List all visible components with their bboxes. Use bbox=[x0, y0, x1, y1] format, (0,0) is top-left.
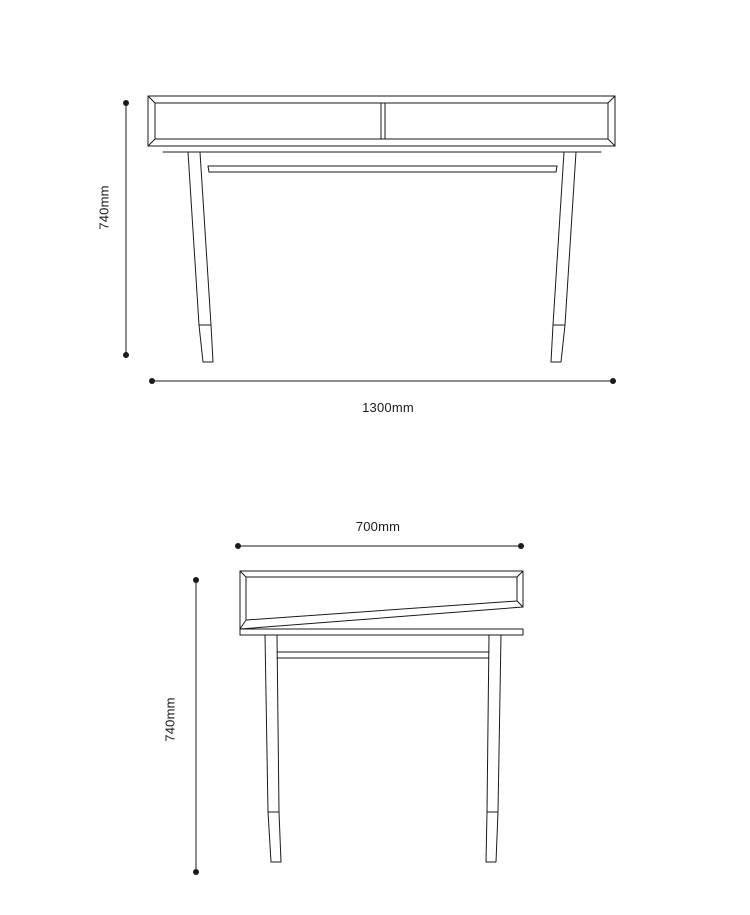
side-elevation-view bbox=[240, 571, 523, 862]
front-leg-right-foot bbox=[551, 325, 565, 362]
front-elevation-view bbox=[148, 96, 615, 362]
side-width-dimension bbox=[235, 543, 524, 549]
side-top-outline bbox=[240, 571, 523, 629]
side-height-dimension-label: 740mm bbox=[162, 697, 178, 742]
side-apron-ends bbox=[240, 629, 523, 635]
side-width-dimension-label: 700mm bbox=[355, 519, 401, 534]
front-width-dimension bbox=[149, 378, 616, 384]
side-height-dimension bbox=[193, 577, 199, 875]
front-leg-left bbox=[188, 152, 211, 325]
side-leg-left-foot bbox=[268, 812, 281, 862]
side-top-bevels bbox=[240, 571, 523, 629]
front-width-dimension-label: 1300mm bbox=[362, 400, 414, 415]
side-leg-right bbox=[487, 635, 501, 812]
front-stretcher-ends bbox=[208, 166, 557, 172]
front-height-dimension-label: 740mm bbox=[96, 185, 112, 230]
front-height-dimension bbox=[123, 96, 145, 358]
front-leg-left-foot bbox=[199, 325, 213, 362]
side-leg-left bbox=[265, 635, 279, 812]
side-top-inner bbox=[246, 577, 517, 620]
side-leg-right-foot bbox=[486, 812, 498, 862]
front-leg-right bbox=[553, 152, 576, 325]
